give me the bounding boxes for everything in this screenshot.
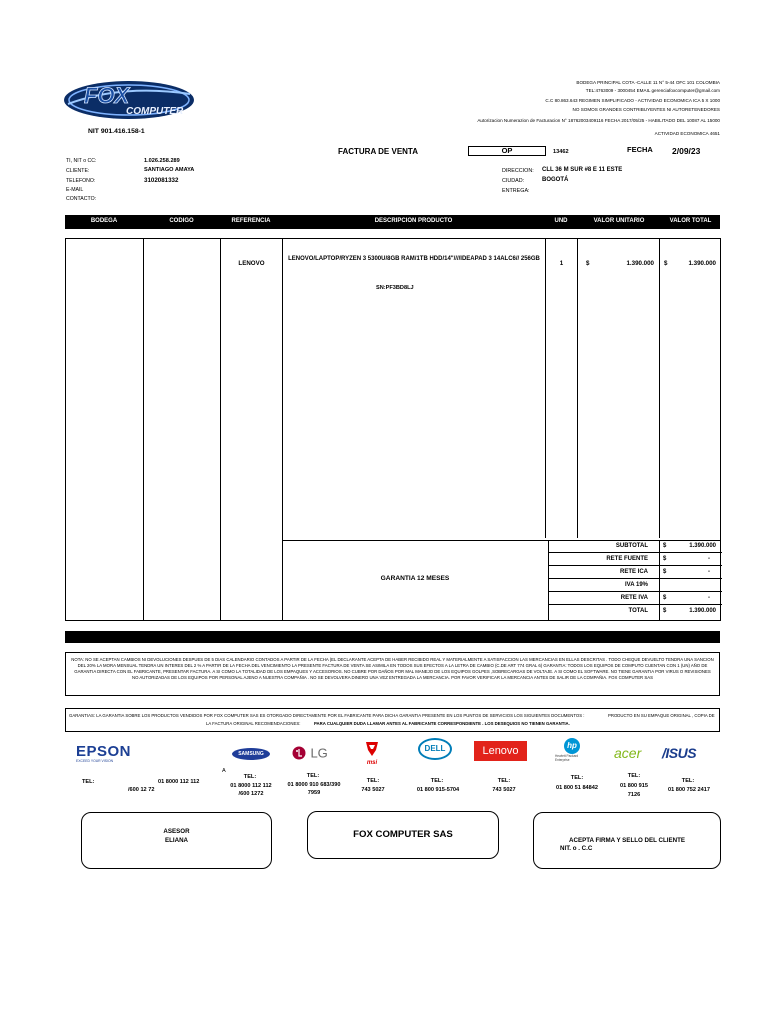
client-signature-box (533, 812, 721, 869)
col-valor-total: VALOR TOTAL (669, 218, 712, 224)
samsung-tel-1: 01 8000 112 112 (230, 783, 272, 789)
msi-logo (362, 740, 382, 766)
totals-value: - (708, 595, 710, 601)
company-activity: ACTIVIDAD ECONOMICA 4651 (654, 131, 720, 136)
table-header (65, 215, 720, 229)
item-reference: LENOVO (238, 260, 265, 267)
totals-currency: $ (663, 569, 667, 575)
logo-text: FOX (84, 83, 130, 108)
client-signature-line-1: ACEPTA FIRMA Y SELLO DEL CLIENTE (569, 837, 685, 844)
hp-caption: Hewlett Packard Enterprise (555, 754, 579, 762)
col-und: UND (554, 218, 568, 224)
acer-tel-1: 01 800 915 (620, 783, 648, 789)
company-logo (62, 78, 196, 122)
client-id-label: TI, NIT o CC: (66, 158, 97, 164)
guarantee-text-2: PRODUCTO EN SU EMPAQUE ORIGINAL , COPIA DE (608, 713, 715, 718)
table-top-rule (65, 238, 721, 239)
lg-tel-1: 01 8000 910 683/390 (287, 782, 341, 788)
totals-block (548, 540, 722, 620)
lenovo-logo: Lenovo (474, 741, 527, 761)
item-total: 1.390.000 (688, 260, 716, 267)
totals-row (549, 579, 722, 592)
fecha-label: FECHA (627, 145, 653, 154)
totals-row (549, 553, 722, 566)
msi-dragon-icon (364, 740, 380, 758)
hp-tel-label: TEL: (570, 775, 584, 781)
hp-emblem: hp (564, 738, 580, 754)
dell-tel-num: 01 800 915-5704 (416, 787, 460, 793)
samsung-tel-label: TEL: (243, 774, 257, 780)
epson-tel-label: TEL: (82, 779, 95, 785)
item-unit-currency: $ (586, 260, 590, 267)
totals-currency: $ (663, 556, 667, 562)
note-box (65, 652, 720, 696)
totals-row (549, 592, 722, 605)
company-contact: TEL:4763009 - 3000454 EMAIL gerenciafoxcomputer@gmail.com (585, 88, 720, 93)
epson-tel-2: /600 12 72 (128, 787, 155, 793)
item-total-currency: $ (664, 260, 668, 267)
lg-wordmark: LG (310, 745, 328, 761)
company-nit: NIT 901.416.158-1 (88, 128, 145, 135)
company-box-name: FOX COMPUTER SAS (353, 829, 453, 840)
lenovo-tel-label: TEL: (497, 778, 511, 784)
totals-value: - (708, 556, 710, 562)
lg-logo (292, 744, 328, 762)
warranty-text: GARANTIA 12 MESES (380, 575, 450, 582)
client-delivery-label: ENTREGA: (502, 188, 530, 194)
epson-wordmark: EPSON (76, 743, 132, 760)
invoice-number: 13462 (553, 149, 569, 155)
guarantee-box (65, 708, 720, 732)
client-email-label: E-MAIL (66, 187, 84, 193)
item-unit-price: 1.390.000 (626, 260, 654, 267)
col-bodega: BODEGA (90, 218, 118, 224)
samsung-tel-2: /600 1272 (238, 791, 264, 797)
lg-tel-label: TEL: (306, 773, 320, 779)
advisor-name: ELIANA (164, 837, 189, 844)
col-descripcion: DESCRIPCION PRODUCTO (374, 218, 453, 224)
col-codigo: CODIGO (169, 218, 194, 224)
client-id: 1.026.258.289 (144, 158, 180, 164)
acer-tel-2: 7126 (627, 792, 641, 798)
msi-tel-num: 743 5027 (361, 787, 385, 793)
guarantee-bold: PARA CUALQUIER DUDA LLAMAR ANTES AL FABRICANTE CORRESPONDIENTE . LOS DESEQUIOS NO TIENEN GARANTIA. (314, 721, 570, 726)
company-regime: C.C 80.863.643 REGIMEN SIMPLIFICADO - ACTIVIDAD ECONOMICA ICA 5 X 1000 (545, 98, 720, 103)
dell-tel-label: TEL: (430, 778, 444, 784)
client-city: BOGOTÁ (542, 177, 569, 183)
totals-value: - (708, 569, 710, 575)
a-mark: A (222, 768, 226, 774)
client-contact-label: CONTACTO: (66, 196, 97, 202)
company-authorization: Autorizacion Numerazion de Facturacion N° 18762003409116 FECHA 2017/05/25 - HABILITADO DEL 10087 AL 15000 (477, 118, 720, 123)
dell-logo: DELL (418, 738, 452, 760)
asus-tel-label: TEL: (681, 778, 695, 784)
invoice-date: 2/09/23 (672, 146, 701, 156)
totals-row (549, 566, 722, 579)
acer-tel-label: TEL: (627, 773, 641, 779)
lg-emblem-icon (292, 746, 306, 760)
totals-row (549, 605, 722, 618)
item-description: LENOVO/LAPTOP/RYZEN 3 5300U/8GB RAM/1TB HDD/14"////IDEAPAD 3 14ALC6// 256GB (288, 256, 540, 262)
lenovo-tel-num: 743 5027 (492, 787, 516, 793)
client-phone-label: TELEFONO: (66, 178, 96, 184)
totals-row (549, 540, 722, 553)
msi-wordmark: msi (366, 760, 378, 766)
client-city-label: CIUDAD: (502, 178, 525, 184)
totals-label: RETE FUENTE (606, 556, 648, 562)
advisor-box (81, 812, 272, 869)
advisor-label: ASESOR (163, 828, 190, 835)
totals-currency: $ (663, 543, 667, 549)
col-referencia: REFERENCIA (231, 218, 271, 224)
acer-logo: acer (614, 745, 642, 761)
table-bottom-rule (65, 620, 721, 621)
client-address: CLL 36 M SUR #8 E 11 ESTE (542, 167, 623, 173)
totals-label: RETE ICA (619, 569, 648, 575)
item-serial: SN:PF3BD8LJ (376, 285, 414, 291)
note-text: NOTA: NO SE ACEPTAN CAMBIOS NI DEVOLUCIONES DESPUES DE 5 DIAS CALENDARIO CONTADOS A PARTIR DE LA FECHA (EL DECLARANTE ACEPTA DE HABER RECIBIDO REAL Y MATERIALMENTE A SATISFACCION LAS MERCANCIAS EN ELLAS DESCRITAS . TODO CHEQUE DEVUELTO TENDRA UNA SANCION DEL 20% LA MORA MENSUAL TENDRA UN INTERES DEL 2 % A PARTIR DE LA FECHA DEL VENCIMIENTO LA PRESENTE FACTURA DE VENTA SE ASIMILA EN TODOS SUS EFECTOS A LA LETRA DE CAMBIO (C.DE ART 774 GRAL 6) GARANTIA: TODOS LOS EQUIPOS DE COMPUTO CUENTAN CON 1 (UN) AÑO DE GARANTIA DIRECTA CON EL FABRICANTE, PRESENTAR FACTURA. A SI COMO LA TOTALIDAD DE LOS EMPAQUES Y ACCESORIOS. NO CUBRE POR DAÑOS POR MAL MANEJO DE LOS EQUIPOS GOLPES ,SOBRECARGAS DE VOLTAJE. A SI COMO EL SOFTWARE. NO TIENE GARANTIA POR VIRUS O REVISIONES NO AUTORIZADAS DE LOS EQUIPOS POR PERSONAL AJENO A NUESTRA COMPAÑIA . NO SE DEVOLVERA DINERO UNA VEZ ENTREGADA LA MERCANCIA. POR FAVOR VERIFICAR LA MERCANCIA ANTES DE SALIR DE LA COMPAÑIA. FOX COMPUTER SAS (71, 657, 714, 681)
company-address: BODEGA PRINCIPAL COTA -CALLE 11 N° 5-44 OFC 101 COLOMBIA (576, 80, 720, 85)
invoice-title: FACTURA DE VENTA (338, 147, 418, 156)
guarantee-text: GARANTIAS: LA GARANTIA SOBRE LOS PRODUCTOS VENDIDOS POR FOX COMPUTER SAS ES OTORGADO DIRECTAMENTE POR EL FABRICANTE PARA DICHA GARANTIA PRESENTE EN LOS PUNTOS DE SERVICIOS LOS SIGUIENTES DOCUMENTOS : (69, 713, 585, 718)
logo-subtext: COMPUTER (126, 106, 184, 117)
msi-tel-label: TEL: (366, 778, 380, 784)
totals-value: 1.390.000 (689, 608, 716, 614)
totals-currency: $ (663, 595, 667, 601)
item-qty: 1 (559, 260, 564, 267)
col-valor-unitario: VALOR UNITARIO (593, 218, 645, 224)
hp-tel-num: 01 800 51 84842 (556, 785, 598, 791)
epson-logo (76, 743, 131, 763)
client-address-label: DIRECCION: (502, 168, 534, 174)
company-contributors: NO SOMOS GRANDES CONTRIBUYENTES NI AUTORETENEDORES (572, 107, 720, 112)
lg-tel-2: 7959 (307, 790, 321, 796)
hp-logo (555, 738, 595, 763)
epson-tel-1: 01 8000 112 112 (158, 779, 200, 785)
asus-tel-num: 01 800 752 2417 (668, 787, 710, 793)
client-name-label: CLIENTE: (66, 168, 90, 174)
op-box: OP (468, 146, 546, 156)
totals-label: IVA 19% (624, 582, 648, 588)
company-box (307, 811, 499, 859)
totals-label: TOTAL (628, 608, 648, 614)
totals-currency: $ (663, 608, 667, 614)
client-signature-line-2: NIT. o . C.C (560, 845, 593, 852)
separator-bar (65, 631, 720, 643)
client-phone: 3102081332 (144, 177, 179, 184)
asus-logo: /ISUS (662, 745, 697, 761)
totals-label: RETE IVA (620, 595, 648, 601)
client-name: SANTIAGO AMAYA (144, 167, 195, 173)
samsung-logo: SAMSUNG (232, 748, 270, 760)
totals-label: SUBTOTAL (615, 543, 648, 549)
epson-tagline: EXCEED YOUR VISION (76, 759, 114, 763)
totals-value: 1.390.000 (689, 543, 716, 549)
guarantee-text-3: LA FACTURA ORIGINAL RECOMENDACIONES: (206, 721, 301, 726)
